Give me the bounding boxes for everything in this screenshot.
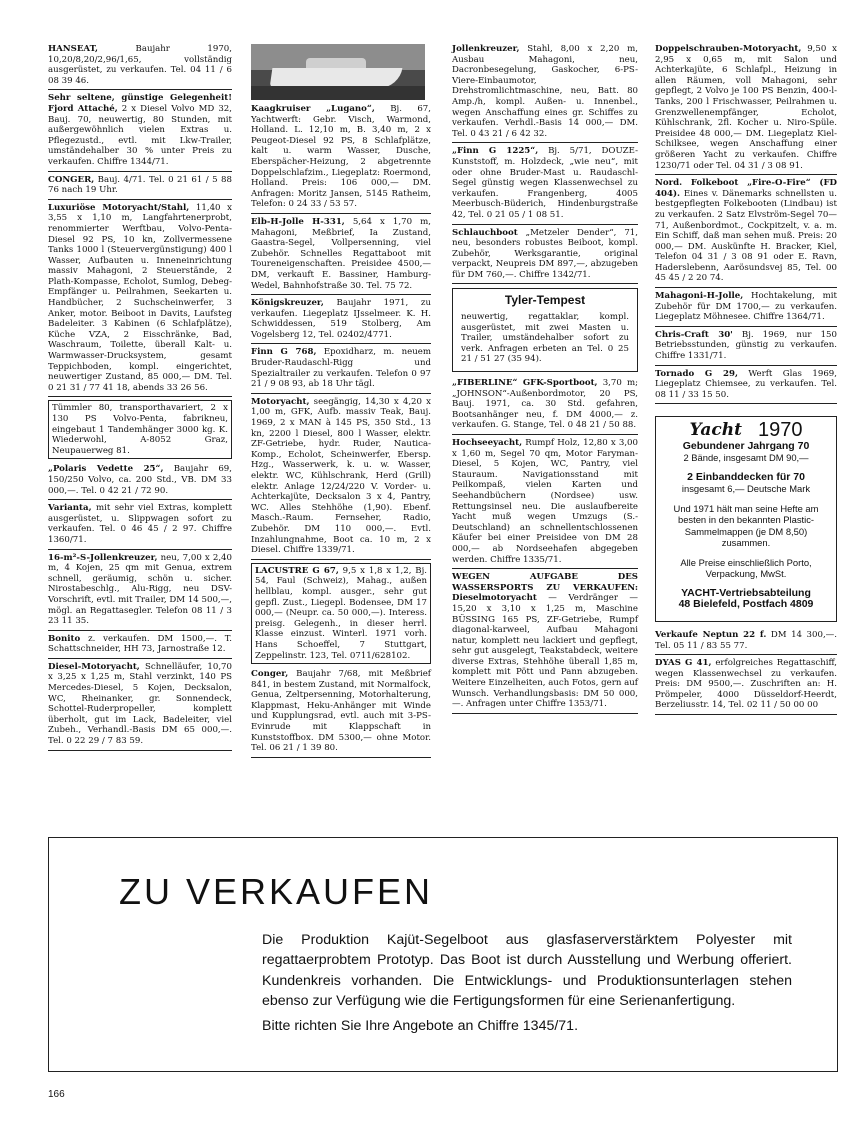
classified-ad	[48, 44, 232, 90]
ad-text: Bj. 1969, nur 150 Betriebsstunden, günstig zu verkaufen. Chiffre 1331/71.	[655, 329, 837, 362]
ad-text: Epoxidharz, m. neuem Bruder-Raudaschl-Rigg und Spezialtrailer zu verkaufen. Telefon 0 97 21 / 9 08 93, ab 18 Uhr tägl.	[251, 347, 431, 390]
ad-text: Stahl, 8,00 x 2,20 m, Ausbau Mahagoni, neu, Dacronbesegelung, Gaskocher, 6-PS-Viere-Einbaumotor, Drehstromlichtmaschine, neu, Batt. 80 Amp./h, kompl. Außen- u. Innenbel., wegen Anschaffung eines gr. Schiffes zu verkaufen. Verhdl.-Basis 14 000,— DM. Tel. 0 43 21 / 6 42 32.	[452, 44, 638, 139]
classified-ad	[452, 438, 638, 569]
ad-heading: „Finn G 1225“,	[452, 146, 539, 157]
classified-ad	[48, 175, 232, 200]
classified-ad	[48, 203, 232, 398]
ad-text: Baujahr 7/68, mit Meßbrief 841, in bestem Zustand, mit Normalfock, Genua, Zeltpersenning, Motorhalterung, Klappmast, Heku-Anhänger mit Winde und Kupplungsrad, evtl. auch mit 3-PS-Evinrude mit Klappschaft in Kunststoffbox. DM 5300,— ohne Motor. Tel. 06 21 / 1 39 80.	[251, 669, 431, 754]
ad-text: Baujahr 69, 150/250 Volvo, ca. 200 Std., VB. DM 33 000,—. Tel. 0 42 21 / 72 90.	[48, 464, 232, 496]
ad-text: Werft Glas 1969, Liegeplatz Chiemsee, zu verkaufen. Tel. 08 11 / 33 15 50.	[655, 368, 837, 400]
ad-text: z. verkaufen. DM 1500,—. T. Schattschneider, HH 73, Jarnostraße 12.	[48, 633, 232, 655]
ad-heading: Chris-Craft 30'	[655, 329, 733, 340]
ad-text: Rumpf Holz, 12,80 x 3,00 x 1,60 m, Segel 70 qm, Motor Faryman-Diesel, 5 Kojen, WC, Pantry, viel Stauraum. Navigationsstand mit Peilkompaß, vielen Karten und Seehandbüchern (Nordsee) usw. Rettungsinsel neu. Die auslaufbereite Yacht muß wegen Umzugs (S.-Deutschland) an schnellentschlossenen Käufer bei einer Preisidee von DM 28 000,— ab Nordseehafen abgegeben werden. Chiffre 1335/71.	[452, 438, 638, 565]
classified-ad	[48, 634, 232, 659]
column-1	[48, 44, 232, 754]
classified-ad	[48, 400, 232, 459]
big-ad-paragraph-2: Bitte richten Sie Ihre Angebote an Chiffre 1345/71.	[262, 1017, 579, 1034]
ad-text: erfolgreiches Regattaschiff, wegen Klassenwechsel zu verkaufen. Preis: DM 9500,—. Zuschriften an: H. Prömpeler, 4000 Düsseldorf-Heerdt, Berzeliusstr. 14, Tel. 02 11 / 50 00 00	[655, 658, 838, 711]
ad-heading: „Polaris Vedette 25“,	[48, 464, 164, 475]
classified-ad	[251, 104, 431, 214]
ad-heading: Conger,	[251, 669, 289, 680]
ad-heading: 16-m²-S-Jollenkreuzer,	[48, 552, 158, 563]
ad-heading: Sehr seltene, günstige Gelegenheit! Fjord Attaché,	[48, 93, 232, 114]
ad-text: DM 14 300,—. Tel. 05 11 / 83 55 77.	[655, 629, 837, 651]
big-ad-paragraph-1: Die Produktion Kajüt-Segelboot aus glasfaserverstärktem Polyester mit regattaerprobtem Prototyp. Das Boot ist durch Ausstellung und Werbung offeriert. Kundenkreis vorhanden. Die Entwicklungs- und Produktionsunterlagen stehen ebenso zur Verfügung wie die Fertigungsformen für eine Serienanfertigung.	[262, 932, 792, 1010]
classified-ad	[452, 572, 638, 714]
classified-ad	[655, 330, 837, 366]
ad-heading: Doppelschrauben-Motoryacht,	[655, 44, 802, 54]
classified-ad	[251, 397, 431, 560]
yacht-line-4: insgesamt 6,— Deutsche Mark	[681, 483, 811, 495]
ad-heading: Motoryacht,	[251, 396, 310, 407]
big-ad-title: ZU VERKAUFEN	[119, 871, 434, 912]
column-2	[251, 44, 431, 761]
classified-ad	[655, 178, 837, 288]
ad-heading: Diesel-Motoryacht,	[48, 661, 140, 672]
classified-ad	[655, 44, 837, 175]
ad-heading: Jollenkreuzer,	[452, 44, 520, 54]
classified-ad	[655, 658, 837, 715]
yacht-year: 1970	[757, 419, 803, 442]
ad-heading: Finn G 768,	[251, 347, 317, 358]
ad-heading: Tornado G 29,	[655, 368, 738, 379]
ad-text: — Verdränger — 15,20 x 3,10 x 1,25 m, Maschine BÜSSING 165 PS, ZF-Getriebe, Rumpf diagonal-karweel, Aufbau Mahagoni natur, komplett neu lackiert und gepflegt, sehr gut ausgelegt, Teakstabdeck, weitere diverse Extras, Stehhöhe überall 1,85 m, komplett mit Pött und Pann abzugeben. Weitere Einzelheiten, auch Fotos, gern auf Wunsch. Verhandlungsbasis: DM 50 000,—. Anfragen unter Chiffre 1353/71.	[452, 593, 638, 710]
yacht-line-1: Gebundener Jahrgang 70	[682, 439, 810, 452]
yacht-line-7: YACHT-Vertriebsabteilung	[681, 586, 811, 599]
classified-ad	[251, 298, 431, 344]
tyler-text: neuwertig, regattaklar, kompl. ausgerüstet, mit zwei Masten u. Trailer, umständehalber sofort zu verk. Anfragen erbeten an Tel. 0 25 21 / 51 27 (35 94).	[461, 312, 629, 365]
tyler-title: Tyler-Tempest	[504, 293, 586, 308]
classified-ad	[452, 146, 638, 224]
yacht-subscription-ad	[655, 416, 837, 622]
boat-photo	[251, 44, 425, 100]
ad-heading: Mahagoni-H-Jolle,	[655, 291, 744, 302]
ad-heading: Hochseeyacht,	[452, 438, 523, 448]
tyler-tempest-ad	[452, 288, 638, 372]
ad-text: seegängig, 14,30 x 4,20 x 1,00 m, GFK, Aufb. massiv Teak, Bauj. 1969, 2 x MAN à 145 PS, 350 Std., 13 kn, 2200 l Diesel, 800 l Wasser, elektr. ZF-Getriebe, hydr. Ruder, Nautica-Komp., Echolot, Scheinwerfer, Ebersp. Hzg., Wasserwerk, k. u. w. Wasser, elektr. WC, Kühlschrank, Herd (Grill) elektr. Anlage 12/24/220 V. Vorder- u. Achterkajüte, Decksalon 3 x 4, Pantry, WC. Alles Stehhöhe (1,90). Ebenf. Masch.-Raum. Fernseher, Radio, Zubehör. DM 110 000,—. Evtl. Inzahlungnahme, Boot ca. 10 m, 2 x Diesel. Chiffre 1339/71.	[251, 396, 431, 556]
ad-text: neu, 7,00 x 2,40 m, 4 Kojen, 25 qm mit Genua, extrem schnell, geräumig, schön u. sicher. Nirostabeschlg., Alu-Rigg, neu DSV-Vorschrift, evtl. mit Trailer, DM 14 500,—, mögl. an Regattasegler. Telefon 08 11 / 3 23 11 35.	[48, 552, 232, 627]
ad-text: 2 x Diesel Volvo MD 32, Bauj. 70, neuwertig, 80 Stunden, mit außergewöhnlich vielen Extras u. Pflegezustd., evtl. mit Lkw-Trailer, umständehalber 30 % unter Preis zu verkaufen. Chiffre 1344/71.	[48, 103, 232, 167]
ad-text: Eines v. Dänemarks schnellsten u. bestgepflegten Folkebooten (Lindbau) ist zu verkaufen. 2 Satz Elvström-Segel 70—71, Außenbordmot., Cockpitzelt, v. a. m. Ein Schiff, daß man sehen muß. Preis: 20 000,— DM. Auskünfte H. Bracker, Kiel, Telefon 04 31 / 3 08 91 oder E. Ravn, Haderslebenn, Aarösundsvej 85, Tel. 00 45 45 / 2 20 74.	[655, 188, 837, 284]
ad-text: Bj. 5/71, DOUZE-Kunststoff, m. Holzdeck, „wie neu“, mit oder ohne Bruder-Mast u. Raudaschl-Segel günstig wegen Klassenwechsel zu verkaufen. Frangenberg, 4005 Meerbusch-Büderich, Hindenburgstraße 42, Tel. 0 21 05 / 1 08 51.	[452, 146, 638, 220]
ad-heading: Schlauchboot	[452, 227, 518, 238]
ad-text: Schnelläufer, 10,70 x 3,25 x 1,25 m, Stahl verzinkt, 140 PS Mercedes-Diesel, 5 Kojen, Decksalon, WC, Rheinanker, gr. Sonnendeck, Schottel-Ruderpropeller, komplett überholt, gut im Lack, Badeleiter, viel Zubeh., Verhandl.-Basis DM 65 000,—. Tel. 0 22 29 / 7 83 59.	[48, 661, 232, 747]
ad-text: 9,5 x 1,8 x 1,2, Bj. 54, Faul (Schweiz), Mahag., außen hellblau, kompl. ausger., sehr gut gepfl. Zust., Liegepl. Bodensee, DM 17 000,— (Neupr. ca. 50 000,—). Interess. preisg. Gelegenh., in dieser herrl. Klasse einzust. Winterl. 1971 vorh. Hans Schoeffel, 7 Stuttgart, Zeppelinstr. 123, Tel. 0711/628102.	[255, 565, 427, 661]
yacht-line-2: 2 Bände, insgesamt DM 90,—	[683, 452, 809, 464]
yacht-line-8: 48 Bielefeld, Postfach 4809	[678, 598, 814, 611]
ad-heading: Varianta,	[48, 503, 92, 514]
yacht-logo: Yacht	[689, 420, 742, 441]
classified-ad	[452, 228, 638, 285]
ad-heading: Elb-H-Jolle H-331,	[251, 216, 345, 227]
ad-text: Bauj. 4/71. Tel. 0 21 61 / 5 88 76 nach 19 Uhr.	[48, 174, 232, 196]
ad-heading: Königskreuzer,	[251, 298, 324, 309]
column-3	[452, 44, 638, 717]
classified-ad	[251, 669, 431, 758]
ad-heading: Kaagkruiser „Lugano“,	[251, 104, 375, 114]
ad-text: 9,50 x 2,95 x 0,65 m, mit Salon und Achterkajüte, 6 Schlafpl., Heizung in allen Räumen, voll Mahagoni, sehr gepflegt, 2 Volvo je 100 PS Benzin, 400-l-Tanks, 200 l Frischwasser, Peilrahmen u. Grenzwellenempfänger, Echolot, Kühlschrank, 2fl. Kocher u. Niro-Spüle. Preisidee 48 000,— DM. Liegeplatz Kiel-Schilksee, wegen Anschaffung einer größeren Yacht zu verkaufen. Chiffre 1230/71 oder Tel. 04 31 / 3 08 91.	[655, 44, 837, 171]
classified-ad	[452, 44, 638, 143]
yacht-line-3: 2 Einbanddecken für 70	[687, 470, 805, 483]
ad-heading: DYAS G 41,	[655, 658, 712, 669]
ad-heading: HANSEAT,	[48, 44, 99, 54]
classified-ad	[251, 217, 431, 295]
ad-text: Hochtakelung, mit Zubehör für DM 1700,— zu verkaufen. Liegeplatz Möhnesee. Chiffre 1364/71.	[655, 291, 837, 323]
ad-text: Baujahr 1971, zu verkaufen. Liegeplatz IJsselmeer. K. H. Schwiddessen, 519 Stolberg, Am Vogelsberg 12, Tel. 02402/4771.	[251, 298, 431, 340]
ad-text: 5,64 x 1,70 m, Mahagoni, Meßbrief, Ia Zustand, Gaastra-Segel, Vollpersenning, viel Zubehör. Schnelles Regattaboot mit Toureneigenschaften. Preisidee 4500,— DM, verkauft E. Bassiner, Hamburg-Wedel, Bahnhofstraße 30. Tel. 75 72.	[251, 216, 431, 291]
classified-ad	[655, 291, 837, 327]
classified-ad	[48, 553, 232, 631]
column-4	[655, 44, 837, 718]
ad-text: Tümmler 80, transporthavariert, 2 x 130 PS Volvo-Penta, fabrikneu, eingebaut 1 Tandemhänger 3000 kg. K. Wiederwohl, A-8052 Graz, Neupauerweg 81.	[52, 403, 228, 456]
classified-ad	[48, 464, 232, 500]
ad-text: Bj. 67, Yachtwerft: Gebr. Visch, Warmond, Holland. L. 12,10 m, B. 3,40 m, 2 x Peugeot-Diesel 92 PS, 8 Schlafplätze, kalt u. warm Wasser, Dusche, Eberspächer-Heizung, 2 abgetrennte Doppelschlafzim., Liegeplatz: Roermond, Holland. Preis: 106 000,— DM. Anfragen: Moritz Jansen, 5145 Ratheim, Telefon: 0 24 33 / 53 57.	[251, 104, 431, 210]
ad-text: „Metzeler Dender“, 71, neu, besonders robustes Beiboot, kompl. Zubehör, Werksgarantie, original verpackt, Neupreis DM 897,—, abzugeben für DM 760,—. Chiffre 1342/71.	[452, 227, 638, 280]
ad-heading: WEGEN AUFGABE DES WASSERSPORTS ZU VERKAUFEN: Dieselmotoryacht	[452, 572, 638, 604]
ad-heading: CONGER,	[48, 174, 95, 185]
classified-ad	[655, 369, 837, 405]
classified-ad	[48, 503, 232, 549]
ad-text: 3,70 m; „JOHNSON“-Außenbordmotor, 20 PS, Bauj. 1971, ca. 30 Std. gefahren, Bootsanhänger neu, f. DM 4000,— z. verkaufen. G. Stange, Tel. 0 48 21 / 50 88.	[452, 378, 638, 431]
classified-ad	[452, 378, 638, 435]
classified-ad	[48, 93, 232, 171]
ad-text: Baujahr 1970, 10,20/8,20/2,96/1,65, vollständig ausgerüstet, zu verkaufen. Tel. 04 11 / 6 08 39 46.	[48, 44, 232, 86]
ad-heading: Nord. Folkeboot „Fire-O-Fire“ (FD 404).	[655, 178, 837, 199]
classified-ad	[251, 347, 431, 393]
classified-ad	[251, 563, 431, 664]
big-ad-text	[262, 930, 792, 1040]
ad-heading: Bonito	[48, 633, 81, 644]
ad-text: mit sehr viel Extras, komplett ausgerüstet, u. Slippwagen sofort zu verkaufen. Tel. 0 46 45 / 2 97. Chiffre 1360/71.	[48, 503, 232, 545]
ad-heading: LACUSTRE G 67,	[255, 565, 339, 576]
yacht-line-5: Und 1971 hält man seine Hefte am besten in den bekannten Plastic-Sammelmappen (je DM 8,50) zusammen.	[673, 502, 819, 549]
ad-heading: Luxuriöse Motoryacht/Stahl,	[48, 202, 190, 213]
page-number: 166	[48, 1089, 65, 1100]
classified-ad	[48, 662, 232, 751]
ad-heading: Verkaufe Neptun 22 f.	[655, 629, 767, 640]
ad-text: 11,40 x 3,55 x 1,10 m, Langfahrtenerprobt, renommierter Werftbau, Volvo-Penta-Diesel 92 PS, 10 kn, Zollvermessene Tanks 1000 l (Steuervergünstigung) 400 l Wasser, Aufbauten u. Inneneinrichtung massiv Mahagoni, 2 Steuerstände, 2 Plath-Kompasse, Echolot, Sumlog, Debeg-Empfänger u. Peilrahmen, Seekarten u. Handbücher, 2 Suchscheinwerfer, 3 Anker, motor. Beiboot in Davits, Laufsteg Badeleiter. 3 Kabinen (6 Schlafplätze), Küche VZA, 2 Eisschränke, Bad, Waschraum, Toilette, überall Kalt- u. Warmwasser-Drucksystem, gesamt Teppichboden, kompl. eingerichtet, neuwertiger Zustand, 85 000,— DM. Tel. 0 21 31 / 77 41 18, abends 33 26 56.	[48, 202, 232, 393]
zu-verkaufen-ad	[48, 837, 838, 1072]
ad-heading: „FIBERLINE“ GFK-Sportboot,	[452, 378, 598, 389]
yacht-line-6: Alle Preise einschließlich Porto, Verpackung, MwSt.	[680, 556, 812, 580]
classified-ad	[655, 630, 837, 655]
